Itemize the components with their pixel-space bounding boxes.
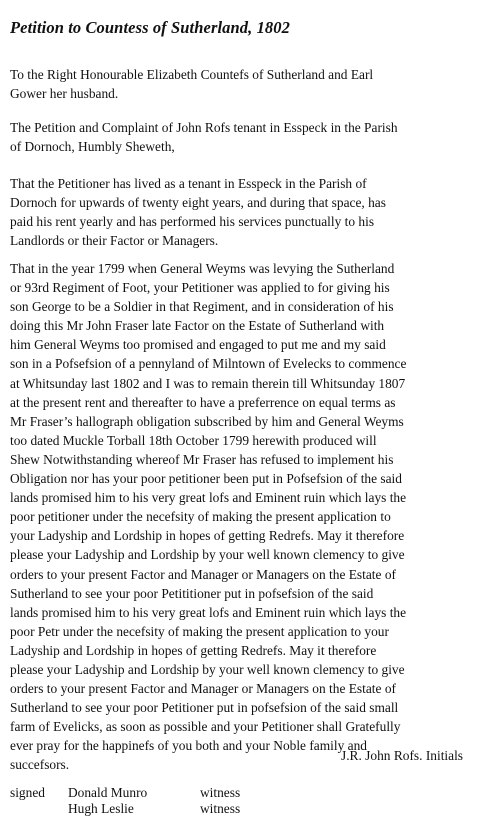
complaint-line: lands promised him to his very great lofs and Eminent ruin which lays the [10, 604, 407, 620]
complaint-line: at the present rent and thereafter to have a preferrence on equal terms as [10, 394, 396, 410]
complaint-line: too dated Muckle Torball 18th October 1799 herewith produced will [10, 432, 377, 448]
signed-label: signed [10, 785, 45, 800]
complaint-line: Obligation nor has your poor petitioner been put in Pofsefsion of the said [10, 471, 402, 487]
witness-name: Hugh Leslie [68, 801, 134, 816]
petition-line: of Dornoch, Humbly Sheweth, [10, 139, 175, 155]
address-paragraph [10, 65, 373, 103]
complaint-line: succefsors. [10, 757, 70, 773]
tenancy-line: paid his rent yearly and has performed his services punctually to his [10, 214, 375, 230]
address-line: Gower her husband. [10, 86, 119, 102]
petition-intro-paragraph [10, 118, 398, 156]
complaint-line: please your Ladyship and Lordship by your well known clemency to give [10, 661, 405, 677]
complaint-line: That in the year 1799 when General Weyms was levying the Sutherland [10, 261, 395, 276]
address-line: To the Right Honourable Elizabeth Countefs of Sutherland and Earl [10, 67, 374, 82]
document-title: Petition to Countess of Sutherland, 1802 [10, 18, 290, 37]
tenancy-line: That the Petitioner has lived as a tenant in Esspeck in the Parish of [10, 176, 367, 191]
complaint-line: son in a Pofsefsion of a pennyland of Milntown of Evelecks to commence [10, 356, 407, 372]
complaint-line: Shew Notwithstanding whereof Mr Fraser has refused to implement his [10, 451, 394, 467]
complaint-line: your Ladyship and Lordship in hopes of getting Redrefs. May it therefore [10, 528, 405, 544]
tenancy-paragraph [10, 174, 386, 250]
complaint-line: at Whitsunday last 1802 and I was to remain therein till Whitsunday 1807 [10, 375, 406, 391]
complaint-paragraph [10, 259, 406, 775]
tenancy-line: Landlords or their Factor or Managers. [10, 233, 219, 249]
witness-role: witness [200, 785, 241, 800]
complaint-line: Mr Fraser’s hallograph obligation subscribed by him and General Weyms [10, 413, 404, 429]
complaint-line: or 93rd Regiment of Foot, your Petitioner was applied to for giving his [10, 280, 390, 296]
complaint-line: lands promised him to his very great lofs and Eminent ruin which lays the [10, 490, 407, 506]
complaint-line: poor Petr under the necefsity of making the present application to your [10, 623, 389, 639]
witness-name: Donald Munro [68, 785, 148, 800]
complaint-line: him General Weyms too promised and engaged to put me and my said [10, 337, 386, 353]
complaint-line: please your Ladyship and Lordship by your well known clemency to give [10, 547, 405, 563]
complaint-line: son George to be a Soldier in that Regiment, and in consideration of his [10, 299, 394, 315]
complaint-line: doing this Mr John Fraser late Factor on the Estate of Sutherland with [10, 318, 385, 334]
petition-line: The Petition and Complaint of John Rofs tenant in Esspeck in the Parish [10, 120, 398, 135]
complaint-line: Ladyship and Lordship in hopes of getting Redrefs. May it therefore [10, 642, 377, 658]
complaint-line: Sutherland to see your poor Petitioner put in pofsefsion of the said small [10, 700, 399, 716]
complaint-line: orders to your present Factor and Manager or Managers on the Estate of [10, 681, 396, 697]
complaint-line: Sutherland to see your poor Petititioner put in pofsefsion of the said [10, 585, 374, 601]
complaint-line: ever pray for the happinefs of you both and your Noble family and [10, 738, 367, 754]
tenancy-line: Dornoch for upwards of twenty eight years, and during that space, has [10, 195, 386, 211]
witness-role: witness [200, 801, 241, 816]
complaint-line: farm of Evelicks, as soon as possible and your Petitioner shall Gratefully [10, 719, 401, 735]
complaint-line: poor petitioner under the necefsity of making the present application to [10, 509, 391, 525]
petitioner-initials: J.R. John Rofs. Initials [341, 748, 464, 763]
complaint-line: orders to your present Factor and Manager or Managers on the Estate of [10, 566, 396, 582]
